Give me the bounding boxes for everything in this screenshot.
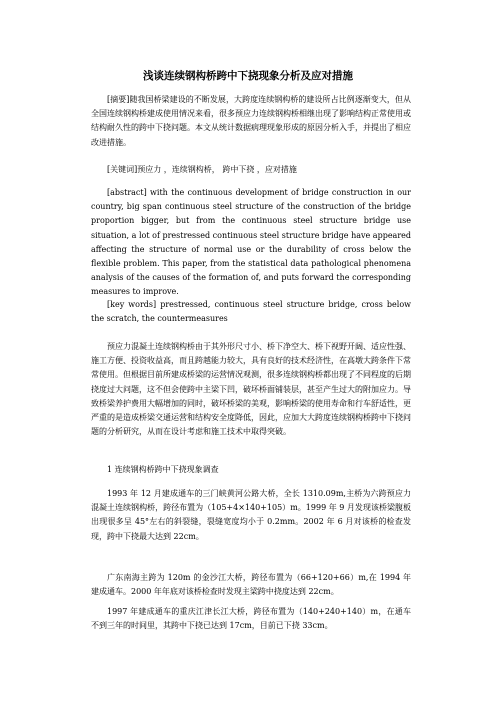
keywords-cn: [关键词]预应力 ，连续钢构桥， 跨中下挠 ，应对措施 (107, 165, 297, 174)
case-jinshajiang: 广东南海主跨为 120m 的金沙江大桥，跨径布置为（66+120+66）m,在 1994 年建成通车。2000 年年底对该桥检查时发现主梁跨中挠度达到 22cm。 (91, 573, 411, 597)
abstract-cn: [摘要]随我国桥梁建设的不断发展，大跨度连续钢构桥的建设所占比例逐渐变大，但从全国连续钢构桥建成使用情况来看，很多预应力连续钢构桥相继出现了影响结构正常使用或结构耐久性的跨中下挠问题。本文从统计数据病理现象形成的原因分析入手，并提出了相应改进措施。 (91, 95, 411, 147)
abstract-en: [abstract] with the continuous development of bridge construction in our country, big span continuous steel structure of the construction of the bridge proportion bigger, but from the continuous steel structure bridge use situation, a lot of prestressed continuous steel structure bridge have appeared affecting the structure of normal use or the durability of cross below the flexible problem. This paper, from the statistical data pathological phenomena analysis of the causes of the formation of, and puts forward the corresponding measures to improve. (91, 188, 411, 297)
case-jiangjin: 1997 年建成通车的重庆江津长江大桥，跨径布置为（140+240+140）m，在通车不到三年的时间里，其跨中下挠已达到 17cm，目前已下挠 33cm。 (91, 607, 411, 631)
paper-title: 浅谈连续钢构桥跨中下挠现象分析及应对措施 (143, 70, 353, 82)
intro-paragraph: 预应力混凝土连续钢构桥由于其外形尺寸小、桥下净空大、桥下视野开阔、适应性强、施工方便、投资收益高，而且跨越能力较大，具有良好的技术经济性，在高墩大跨条件下常常使用。但根据目前所建成桥梁的运营情况观测，很多连续钢构桥都出现了不同程度的后期挠度过大问题，这不但会使跨中主梁下凹，破坏桥面铺装层，甚至产生过大的附加应力。导致桥梁养护费用大幅增加的同时，破坏桥梁的美观，影响桥梁的使用寿命和行车舒适性，更严重的是造成桥梁交通运营和结构安全度降低，因此，应加大大跨度连续钢构桥跨中下挠问题的分析研究，从而在设计考虑和施工技术中取得突破。 (91, 342, 411, 437)
keywords-en: [key words] prestressed, continuous steel structure bridge, cross below the scratch, the countermeasures (91, 300, 411, 324)
section-heading: 1 连续钢构桥跨中下挠现象调查 (107, 465, 219, 474)
case-sanmenxia: 1993 年 12 月建成通车的三门峡黄河公路大桥，全长 1310.09m,主桥为六跨预应力混凝土连续钢构桥，跨径布置为（105+4×140+105）m。1999 年 9 月发现该桥梁腹板出现很多呈 45°左右的斜裂缝，裂缝宽度均小于 0.2mm。2002 年 6 月对该桥的检查发现，跨中下挠最大达到 22cm。 (91, 489, 411, 541)
